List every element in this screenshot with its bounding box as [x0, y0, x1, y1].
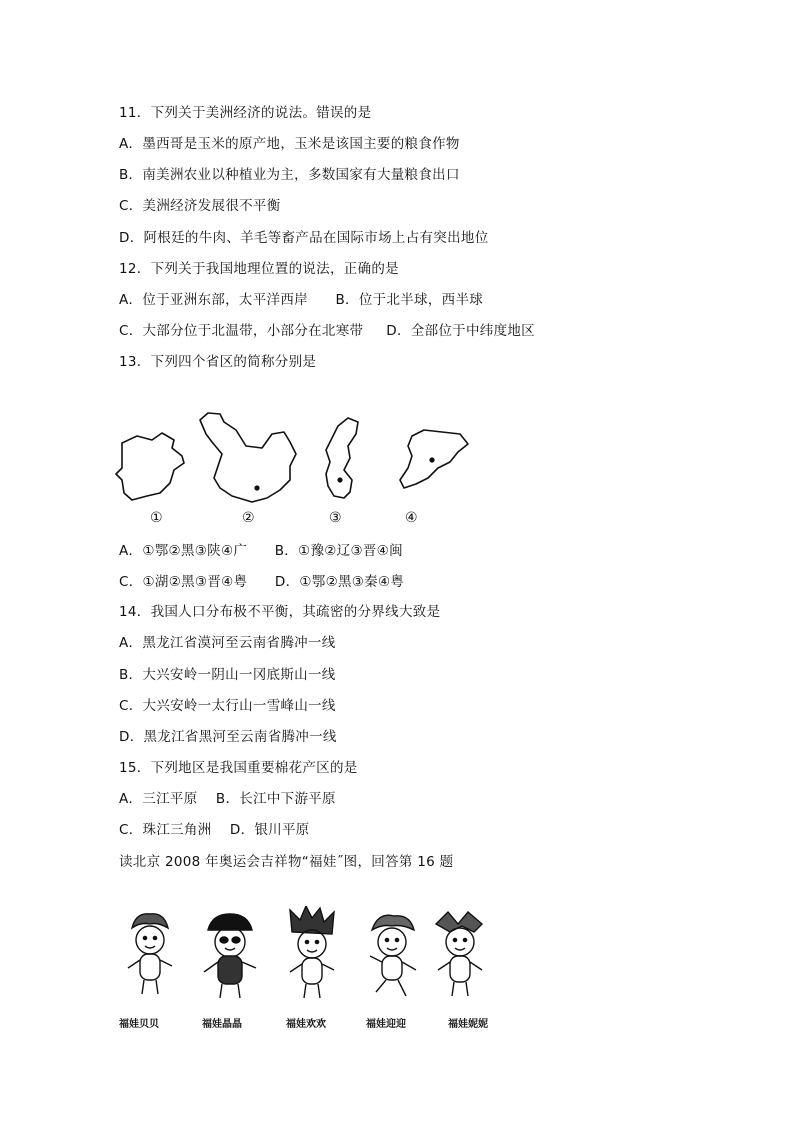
mascot-beibei [128, 914, 172, 994]
mascot-caption-beibei: 福娃贝贝 [119, 1019, 159, 1030]
q15-options-ab[interactable]: A．三江平原 B．长江中下游平原 [119, 791, 336, 807]
mascot-huanhuan [290, 906, 334, 998]
mascot-nini [436, 912, 482, 996]
q12-options-ab[interactable]: A．位于亚洲东部，太平洋西岸 B．位于北半球，西半球 [119, 292, 484, 308]
q11-option-d[interactable]: D．阿根廷的牛肉、羊毛等畜产品在国际市场上占有突出地位 [119, 230, 489, 246]
map-label-2: ② [242, 510, 255, 526]
province-map-1 [116, 433, 184, 500]
q14-option-a[interactable]: A．黑龙江省漠河至云南省腾冲一线 [119, 635, 336, 651]
map-label-1: ① [150, 510, 163, 526]
province-map-2 [200, 413, 296, 502]
q12-stem: 12．下列关于我国地理位置的说法，正确的是 [119, 261, 399, 277]
q15-stem: 15．下列地区是我国重要棉花产区的是 [119, 760, 358, 776]
map-label-4: ④ [405, 510, 418, 526]
mascot-caption-jingjing: 福娃晶晶 [202, 1019, 242, 1030]
q14-option-d[interactable]: D．黑龙江省黑河至云南省腾冲一线 [119, 729, 337, 745]
fuwa-mascot-illustration [118, 906, 498, 1028]
province-map-3 [326, 418, 358, 498]
province-outline-maps [112, 408, 482, 530]
q12-options-cd[interactable]: C．大部分位于北温带，小部分在北寒带 D．全部位于中纬度地区 [119, 323, 535, 339]
q16-intro: 读北京 2008 年奥运会吉祥物“福娃˝图，回答第 16 题 [119, 854, 454, 870]
q13-options-cd[interactable]: C．①湖②黑③晋④粤 D．①鄂②黑③秦④粤 [119, 574, 405, 590]
q14-option-c[interactable]: C．大兴安岭一太行山一雪峰山一线 [119, 698, 336, 714]
q11-option-a[interactable]: A．墨西哥是玉米的原产地，玉米是该国主要的粮食作物 [119, 136, 460, 152]
q13-stem: 13．下列四个省区的简称分别是 [119, 354, 317, 370]
q11-stem: 11．下列关于美洲经济的说法。错误的是 [119, 105, 372, 121]
q14-stem: 14．我国人口分布极不平衡，其疏密的分界线大致是 [119, 604, 441, 620]
q11-option-c[interactable]: C．美洲经济发展很不平衡 [119, 198, 281, 214]
q14-option-b[interactable]: B．大兴安岭一阴山一冈底斯山一线 [119, 667, 336, 683]
mascot-caption-yingying: 福娃迎迎 [366, 1019, 406, 1030]
q15-options-cd[interactable]: C．珠江三角洲 D．银川平原 [119, 822, 310, 838]
mascot-yingying [370, 915, 416, 996]
mascot-caption-huanhuan: 福娃欢欢 [286, 1019, 326, 1030]
mascot-jingjing [204, 914, 256, 998]
map-label-3: ③ [329, 510, 342, 526]
mascot-caption-nini: 福娃妮妮 [448, 1019, 488, 1030]
q11-option-b[interactable]: B．南美洲农业以种植业为主，多数国家有大量粮食出口 [119, 167, 460, 183]
q13-options-ab[interactable]: A．①鄂②黑③陕④广 B．①豫②辽③晋④闽 [119, 543, 403, 559]
